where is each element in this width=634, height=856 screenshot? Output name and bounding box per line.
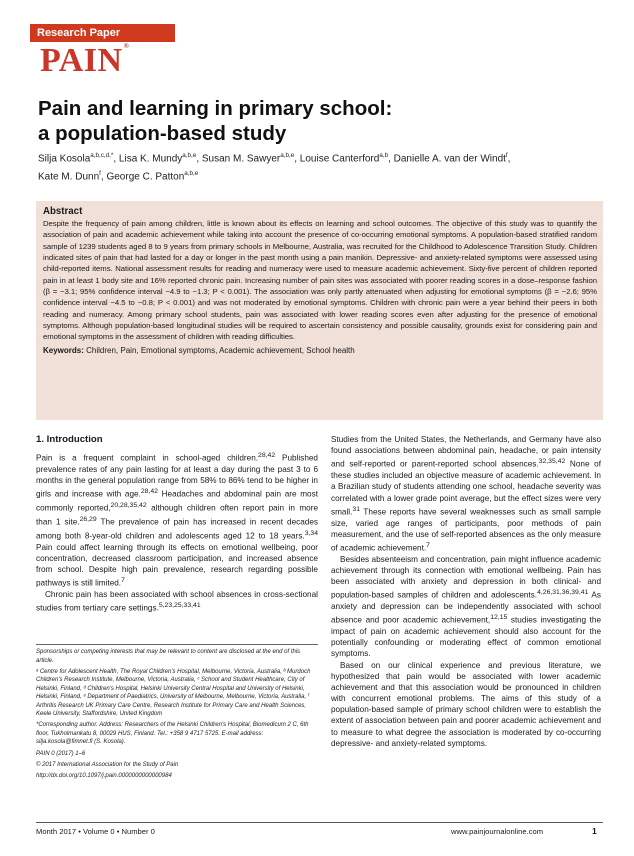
article-type-badge: Research Paper xyxy=(30,24,175,42)
keywords-label: Keywords: xyxy=(43,345,84,355)
text-run: The prevalence of pain has increased in recent decades among both 8-year-old children and adolescents aged 12 to 18 years. xyxy=(36,517,318,541)
author-name: , Louise Canterford xyxy=(294,153,380,165)
text-run: Besides absenteeism and concentration, pain might influence academic achievement through its connection with emotional wellbeing. Pain has been associated with anxiety and depression in both clinical- and population-based samples of children and adolescents. xyxy=(331,554,601,600)
section-heading-introduction: 1. Introduction xyxy=(36,434,103,445)
author-affiliation: a,b,c,d,* xyxy=(90,152,114,159)
text-run: Pain could affect learning through its effects on emotional wellbeing, poor concentration, decreased classroom participation, and increased absence from school. Despite high pain prevalence, research regarding possible pathways is still limited. xyxy=(36,542,318,588)
author-name: Kate M. Dunn xyxy=(38,171,100,183)
text-run: These reports have several weaknesses such as small sample size, varied age ranges of participants, poor methods of pain measurement, and the use of self-reported absences as the only measure of academic achievement. xyxy=(331,507,601,553)
text-run: Pain is a frequent complaint in school-aged children. xyxy=(36,453,259,463)
citation-ref: 4,26,31,36,39,41 xyxy=(537,589,589,597)
footnotes xyxy=(36,644,318,780)
article-title xyxy=(38,96,598,146)
author-affiliation: f xyxy=(99,170,101,178)
journal-logo xyxy=(40,42,129,80)
author-name: , Susan M. Sawyer xyxy=(196,153,281,165)
competing-interests-note: Sponsorships or competing interests that may be relevant to content are disclosed at the end of this article. xyxy=(36,649,301,664)
abstract-box xyxy=(36,201,603,420)
citation-line: PAIN 0 (2017) 1–6 xyxy=(36,750,86,757)
doi-link[interactable]: http://dx.doi.org/10.1097/j.pain.0000000000000984 xyxy=(36,772,172,779)
footer-divider xyxy=(36,822,603,823)
right-paragraph-1 xyxy=(331,434,601,554)
author-name: , Danielle A. van der Windt xyxy=(388,153,506,165)
issue-info: Month 2017 • Volume 0 • Number 0 xyxy=(36,827,155,836)
text-run: studies investigating the impact of pain on academic achievement should also account for the potentially confounding or moderating effect of common emotional symptoms. xyxy=(331,616,601,659)
citation-ref: 12,15 xyxy=(490,614,508,622)
journal-website-link[interactable]: www.painjournalonline.com xyxy=(451,827,544,836)
author-affiliation: a,b,e xyxy=(280,152,295,159)
registered-mark: ® xyxy=(123,42,130,50)
citation-ref: 28,42 xyxy=(258,452,276,459)
right-paragraph-2 xyxy=(331,554,601,660)
author-separator: , xyxy=(507,153,511,165)
title-line-2: a population-based study xyxy=(38,122,287,145)
abstract-heading: Abstract xyxy=(43,206,83,217)
author-affiliation: f xyxy=(505,152,508,159)
intro-paragraph-2 xyxy=(36,589,318,614)
intro-paragraph-1 xyxy=(36,450,318,589)
journal-logo-text: PAIN xyxy=(40,42,123,79)
author-affiliation: a,b,e xyxy=(184,170,199,178)
title-line-1: Pain and learning in primary school: xyxy=(38,97,393,120)
affiliations-note: ᵃ Centre for Adolescent Health, The Royal Children's Hospital, Melbourne, Victoria, Australia, ᵇ Murdoch Children's Research Institute, Melbourne, Victoria, Australia, ᶜ School and Student Healthcare, City of Helsinki, Finland, ᵈ Children's Hospital, Helsinki University Central Hospital and University of Helsinki, Helsinki, Finland, ᵉ Department of Paediatrics, University of Melbourne, Melbourne, Victoria, Australia, ᶠ Arthritis Research UK Primary Care Centre, Research Institute for Primary Care and Health Sciences, Keele University, Staffordshire, United Kingdom xyxy=(36,668,311,718)
authors-line-1 xyxy=(38,148,608,166)
copyright-line: © 2017 International Association for the Study of Pain xyxy=(36,761,179,768)
authors-line-2 xyxy=(38,166,608,184)
abstract-text: Despite the frequency of pain among children, little is known about its effects on learning and school outcomes. The objective of this study was to quantify the association of pain and academic achievement while taking into account the presence of co-occurring emotional symptoms. A population-based stratified random sample of 1239 students aged 8 to 9 years from primary schools in Melbourne, Australia, was recruited for the Childhood to Adolescence Transition Study. Children indicated sites of pain that had lasted for a day or longer in the past month using a pain manikin. Depressive- and anxiety-related symptoms were assessed using child-reported items. National assessment results for reading and numeracy were used to measure academic achievement. Sixty-five percent of children reported pain in at least 1 body site and 16% reported chronic pain. Increasing number of pain sites was associated with poorer reading scores in a dose–response fashion (β = −3.1; 95% confidence interval −4.9 to −1.3; P < 0.001). The association was only partly attenuated when adjusting for emotional symptoms (β = −2.6; 95% confidence interval −4.5 to −0.8; P < 0.001) and was not moderated by emotional symptoms. Children with chronic pain were a year behind their peers in both reading and numeracy. Among primary school students, pain was associated with lower reading scores even after adjusting for the presence of emotional symptoms. Although population-based longitudinal studies will be required to ascertain consistency and possible causality, grounds exist for considering pain and emotional symptoms in the assessment of children with reading difficulties. xyxy=(43,219,597,342)
left-column xyxy=(36,434,318,614)
citation-ref: 26,29 xyxy=(79,515,97,523)
citation-ref: 7 xyxy=(121,577,125,585)
page-number: 1 xyxy=(592,826,597,836)
citation-ref: 32,35,42 xyxy=(538,458,566,466)
citation-ref: 20,28,35,42 xyxy=(110,502,147,510)
citation-ref: 3,34 xyxy=(304,529,318,537)
author-affiliation: a,b xyxy=(379,152,389,159)
text-run: None of these studies included an objective measure of academic achievement. In a Brazilian study of students attending one school, headache severity was correlated with a lower grade point average, but the effect sizes were very small. xyxy=(331,460,601,517)
right-paragraph-3: Based on our clinical experience and previous literature, we hypothesized that pain would be associated with lower academic achievement and that this association would be pronounced in children with concurrent emotional problems. The aims of this study of a population-based sample of primary school children were to establish the extent of association between pain and poorer academic achievement and to measure to what degree the association is moderated by co-occurring depressive- and anxiety-related symptoms. xyxy=(331,660,601,748)
author-name: , George C. Patton xyxy=(100,171,185,183)
citation-ref: 28,42 xyxy=(140,488,158,496)
keywords xyxy=(43,345,597,357)
right-column xyxy=(331,434,601,749)
corresponding-author-note: *Corresponding author. Address: Researchers of the Helsinki Children's Hospital, Biomedicum 2 C, 6th floor, Tukholmankatu 8, 00029 HUS, Finland. Tel.: +358 9 4717 5725. E-mail address: silja.kosola@fimnet.fi (S. Kosola). xyxy=(36,722,309,746)
citation-ref: 31 xyxy=(352,505,360,513)
author-affiliation: a,b,e xyxy=(182,152,197,159)
text-run: Published prevalence rates of any pain lasting for at least a day during the past 3 to 6 months in the general population range from 58% to 86% tend to be higher in girls and increase with age. xyxy=(36,453,318,499)
text-run: As anxiety and depression can be independently associated with school absence and poor academic achievement, xyxy=(331,590,601,626)
keywords-list: Children, Pain, Emotional symptoms, Academic achievement, School health xyxy=(86,345,355,355)
citation-ref: 5,23,25,33,41 xyxy=(158,602,201,610)
text-run: Headaches and abdominal pain are most commonly reported, xyxy=(36,489,318,513)
author-name: Silja Kosola xyxy=(38,153,91,165)
author-name: , Lisa K. Mundy xyxy=(113,153,183,165)
text-run: Chronic pain has been associated with school absences in cross-sectional studies from tertiary care settings. xyxy=(36,590,318,614)
author-list xyxy=(38,148,608,185)
citation-ref: 7 xyxy=(426,541,430,549)
text-run: Studies from the United States, the Netherlands, and Germany have also found associations between abdominal pain, headache, or pain intensity and self-reported or parent-reported school absences. xyxy=(331,435,601,470)
text-run: although children often report pain in more than 1 site. xyxy=(36,503,318,527)
